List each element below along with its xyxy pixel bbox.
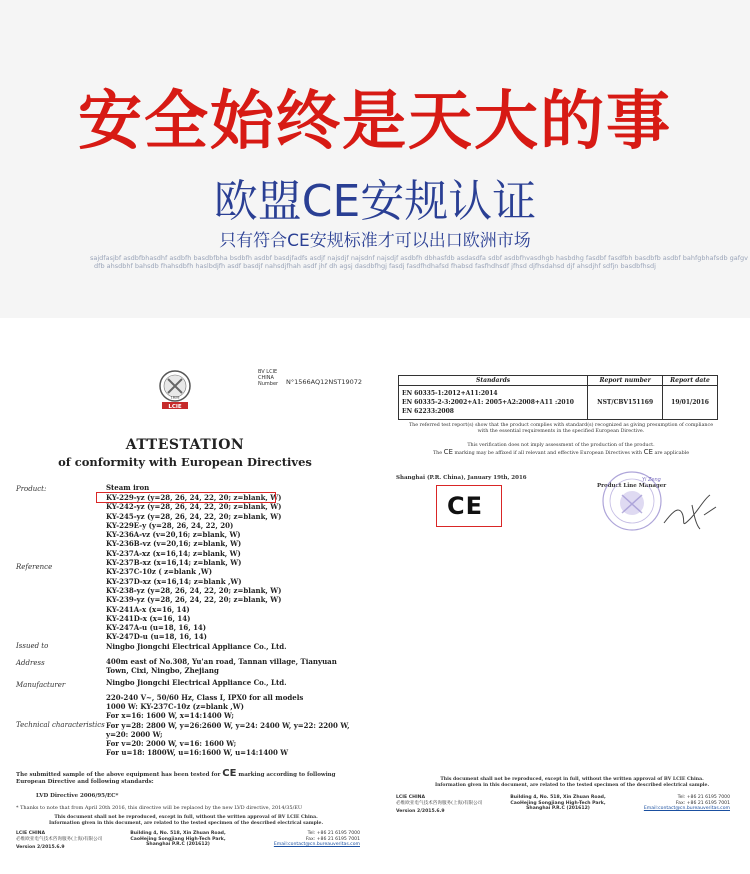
footer-address-left: LCIE CHINA 必维欧亚电气技术咨询服务(上海)有限公司 Version 2/2015.6.9 (16, 831, 103, 851)
stamp-signature: Yi Zeng (642, 477, 661, 483)
ce-mark-inline: CE (222, 768, 237, 779)
footer-address-left-2: LCIE CHINA 必维欧亚电气技术咨询服务(上海)有限公司 Version 2/2015.6.9 (396, 795, 483, 815)
model-item: KY-229E-y (y=28, 26, 24, 22, 20) (106, 520, 234, 530)
signature-scribble (660, 485, 720, 535)
lvd-directive: LVD Directive 2006/95/EC* (36, 793, 119, 799)
product-value: Steam iron (106, 483, 150, 492)
subline: 只有符合CE安规标准才可以出口欧洲市场 (219, 231, 531, 251)
col-report-number: Report number (588, 376, 663, 386)
manufacturer-value: Ningbo Jiongchi Electrical Appliance Co., Ltd. (106, 678, 287, 687)
footer-address-mid-2: Building 4, No. 518, Xin Zhuan Road, CaoHejing Songjiang High-Tech Park, Shanghai P.R.C (201612) (510, 795, 606, 812)
product-line-manager: Product Line Manager (597, 483, 667, 489)
decorative-text-1: sajdfasjbf asdbfbhasdhf asdbfh basdbfbha bsdbfh asdbf basdjfadfs asdjf najsdjf najsdnf najsdjf asdbfh dbhasfdb asdasdfa sdbf asdbfhvasdhgb hasbdhg fasdbf fasdfbh basdbfb asdbf bahfgbhafsdb gafgv (90, 254, 749, 262)
logo-year: 1828 (170, 395, 180, 400)
place-date: Shanghai (P.R. China), January 19th, 2016 (396, 475, 527, 481)
report-number-cell: NST/CBV151169 (588, 386, 663, 420)
official-stamp (600, 469, 664, 533)
reproduction-notice: This document shall not be reproduced, except in full, without the written approval of BV LCIE China. Information given in this document, are related to the tested specimen of the described electrical sample. (48, 815, 324, 826)
issued-label: Issued to (16, 642, 49, 650)
report-date-cell: 19/01/2016 (663, 386, 718, 420)
promo-banner (0, 0, 750, 318)
model-item: KY-245-yz (y=28, 26, 24, 22, 20; z=blank, W) (106, 511, 282, 521)
certificate-number: N°1566AQ12NST19072 (286, 378, 363, 386)
model-item: KY-239-yz (y=28, 26, 24, 22, 20; z=blank, W) (106, 595, 282, 605)
footer-contact: Tel: +86 21 6195 7000 Fax: +86 21 6195 7001 Email:contact@cn.bureauveritas.com (273, 831, 360, 848)
subhead: 欧盟CE安规认证 (213, 176, 537, 227)
issued-value: Ningbo Jiongchi Electrical Appliance Co., Ltd. (106, 642, 287, 651)
reference-label: Reference (16, 563, 53, 571)
model-item: KY-242-yz (y=28, 26, 24, 22, 20; z=blank, W) (106, 502, 282, 512)
attestation-page-2 (392, 345, 732, 815)
reproduction-notice-2: This document shall not be reproduced, except in full, without the written approval of BV LCIE China. Information given in this document, are related to the tested specimen of the described electrical sample. (434, 777, 710, 788)
model-list (106, 493, 281, 642)
product-label: Product: (16, 485, 47, 493)
model-item: KY-247D-u (u=18, 16, 14) (106, 632, 207, 642)
model-item: KY-237B-xz (x=16,14; z=blank, W) (106, 558, 242, 568)
model-item: KY-236A-vz (v=20,16; z=blank, W) (106, 530, 241, 540)
model-item: KY-229-yz (y=28, 26, 24, 22, 20; z=blank, W) (106, 493, 282, 502)
model-item: KY-236B-vz (v=20,16; z=blank, W) (106, 539, 242, 549)
bv-lcie-logo (154, 369, 196, 411)
address-label: Address (16, 659, 45, 667)
technical-values: 220-240 V~, 50/60 Hz, Class I, IPX0 for all models 1000 W: KY-237C-10z (z=blank ,W) For x=16: 1600 W, x=14:1400 W; For y=28: 2800 W, y=26:2600 W, y=24: 2400 W, y=22: 2200 W, y=20: 2000 W; For v=20: 2000 W, v=16: 1600 W; For u=18: 1800W, u=16:1600 W, u=14:1400 W (106, 693, 350, 758)
model-item: KY-241A-x (x=16, 14) (106, 604, 190, 614)
attestation-subtitle: of conformity with European Directives (58, 455, 312, 469)
model-item: KY-237C-10z ( z=blank ,W) (106, 567, 213, 577)
logo-text: LCIE (168, 404, 182, 410)
technical-label: Technical characteristics (16, 721, 105, 729)
ce-highlight-box (436, 485, 502, 527)
standards-cell: EN 60335-1:2012+A11:2014 EN 60335-2-3:2002+A1: 2005+A2:2008+A11 :2010 EN 62233:2008 (399, 386, 588, 420)
verification-paragraph: This verification does not imply assessment of the production of the product. The CE marking may be affixed if all relevant and effective European Directives with CE are applicable (432, 443, 690, 456)
model-item: KY-241D-x (x=16, 14) (106, 613, 191, 623)
model-item: KY-247A-u (u=18, 16, 14) (106, 623, 207, 633)
manufacturer-label: Manufacturer (16, 681, 66, 689)
headline: 安全始终是天大的事 (78, 85, 672, 159)
col-report-date: Report date (663, 376, 718, 386)
model-item: KY-238-yz (y=28, 26, 24, 22, 20; z=blank, W) (106, 585, 282, 595)
attestation-page-1 (6, 345, 364, 870)
model-item: KY-237D-xz (x=16,14; z=blank ,W) (106, 576, 242, 586)
footer-contact-2: Tel: +86 21 6195 7000 Fax: +86 21 6195 7001 Email:contact@cn.bureauveritas.com (643, 795, 730, 812)
decorative-text-2: dfb ahsdbhf bahsdb fhahsdbfh haslbdjfh asdf basdjf nahsdjfhah asdf jhf dh agsj dasdbfhgj fasdj fasdfhdhafsd fhabsd fasfhdhsdf jfhsd djfhsdahsd djf ahsdjhf sdfjn basdbfhsdj (94, 262, 656, 270)
ce-mark: CE (447, 492, 484, 520)
directive-note: * Thanks to note that from April 20th 2016, this directive will be replaced by the new LVD directive, 2014/35/EU (16, 805, 303, 811)
address-value: 400m east of No.308, Yu'an road, Tannan village, Tianyuan Town, Cixi, Ningbo, Zhejiang (106, 657, 337, 676)
attestation-title: ATTESTATION (125, 437, 245, 453)
model-item: KY-237A-xz (x=16,14; z=blank, W) (106, 548, 241, 558)
footer-address-mid: Building 4, No. 518, Xin Zhuan Road, CaoHejing Songjiang High-Tech Park, Shanghai P.R.C (201612) (130, 831, 226, 848)
bv-header: BV LCIE CHINA Number (258, 369, 279, 387)
submitted-statement: The submitted sample of the above equipment has been tested for CE marking according to following European Directive and following standards: (16, 768, 336, 785)
highlight-box-model (96, 492, 276, 503)
compliance-paragraph: The referred test report(s) show that the product complies with standard(s) recognized as giving presumption of compliance with the essential requirements in the specified European Directive. (408, 423, 714, 434)
col-standards: Standards (399, 376, 588, 386)
standards-table (398, 375, 718, 420)
